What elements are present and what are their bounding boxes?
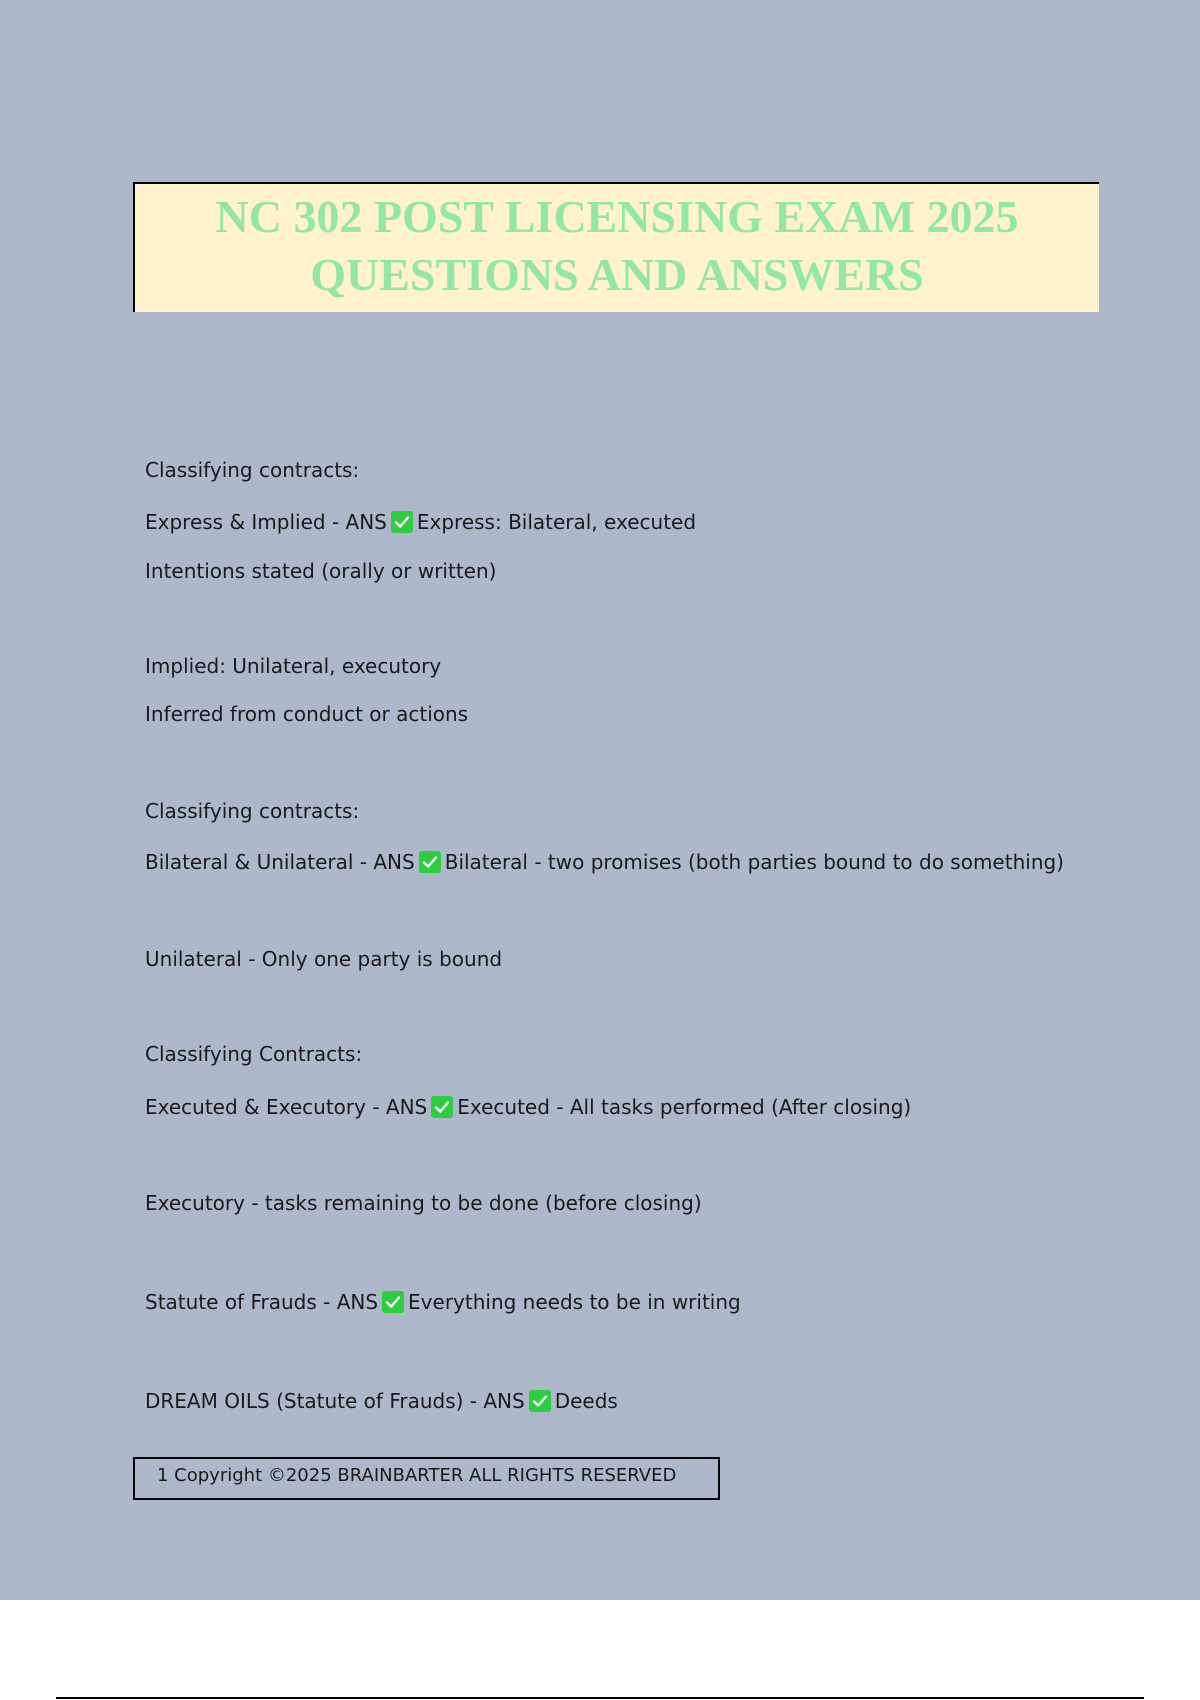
question-heading-text: Classifying contracts: — [145, 458, 360, 482]
answer-detail-text: Executory - tasks remaining to be done (before closing) — [145, 1191, 702, 1215]
answer-text: Express: Bilateral, executed — [416, 510, 697, 534]
answer-detail-text: Unilateral - Only one party is bound — [145, 947, 503, 971]
question-heading — [145, 1042, 362, 1066]
question-answer-line — [145, 1095, 911, 1119]
check-mark-icon — [391, 511, 413, 533]
check-mark-icon — [419, 851, 441, 873]
check-mark-icon — [529, 1390, 551, 1412]
answer-detail — [145, 947, 502, 971]
answer-text: Deeds — [554, 1389, 618, 1413]
answer-detail-text: Implied: Unilateral, executory — [145, 654, 442, 678]
answer-detail-text: Intentions stated (orally or written) — [145, 559, 497, 583]
question-text: Executed & Executory - ANS — [145, 1095, 428, 1119]
question-heading-text: Classifying Contracts: — [145, 1042, 363, 1066]
copyright-footer — [133, 1457, 720, 1500]
answer-text: Executed - All tasks performed (After closing) — [457, 1095, 912, 1119]
page-divider — [56, 1697, 1144, 1699]
answer-detail-text: Inferred from conduct or actions — [145, 702, 469, 726]
question-text: Express & Implied - ANS — [145, 510, 387, 534]
question-text: DREAM OILS (Statute of Frauds) - ANS — [145, 1389, 525, 1413]
title-box — [133, 182, 1099, 312]
question-heading — [145, 799, 359, 823]
answer-text: Bilateral - two promises (both parties bound to do something) — [444, 850, 1064, 874]
answer-detail — [145, 654, 441, 678]
question-heading-text: Classifying contracts: — [145, 799, 360, 823]
document-title-line-1: NC 302 POST LICENSING EXAM 2025 — [215, 191, 1019, 242]
question-heading — [145, 458, 359, 482]
question-answer-line — [145, 1290, 741, 1314]
check-mark-icon — [431, 1096, 453, 1118]
answer-detail — [145, 702, 468, 726]
question-answer-line — [145, 510, 696, 534]
copyright-text: 1 Copyright ©2025 BRAINBARTER ALL RIGHTS RESERVED — [157, 1465, 677, 1486]
document-title-line-2: QUESTIONS AND ANSWERS — [310, 249, 924, 300]
answer-detail — [145, 1191, 702, 1215]
check-mark-icon — [382, 1291, 404, 1313]
answer-detail — [145, 559, 496, 583]
question-text: Bilateral & Unilateral - ANS — [145, 850, 415, 874]
question-answer-line — [145, 850, 1064, 874]
question-text: Statute of Frauds - ANS — [145, 1290, 379, 1314]
question-answer-line — [145, 1389, 618, 1413]
answer-text: Everything needs to be in writing — [408, 1290, 741, 1314]
